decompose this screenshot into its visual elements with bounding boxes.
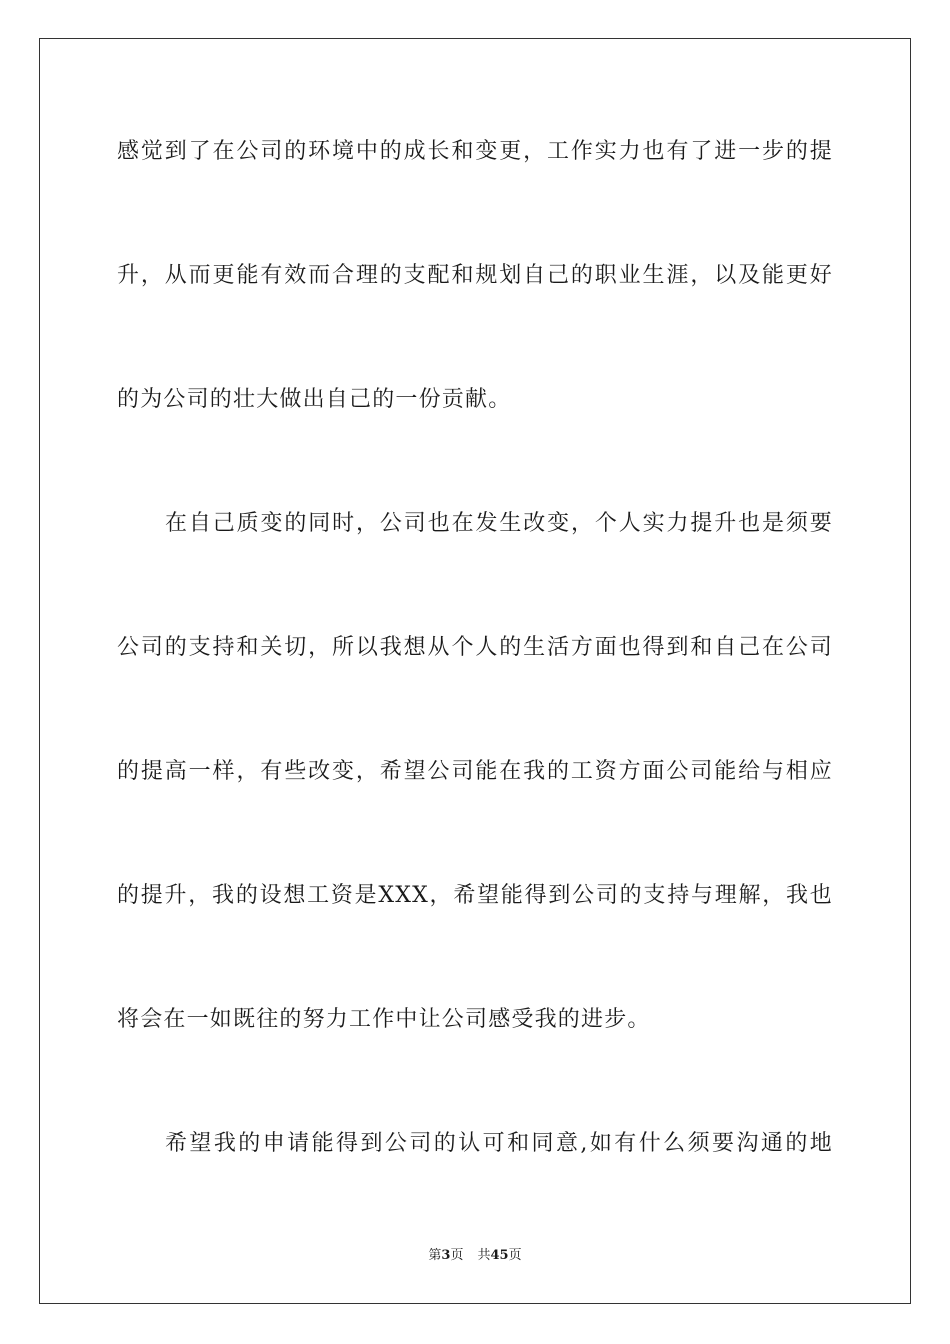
body-line-5: 公司的支持和关切，所以我想从个人的生活方面也得到和自己在公司 <box>117 635 833 660</box>
total-label-prefix: 共 <box>477 1248 491 1263</box>
page-footer <box>0 1247 950 1265</box>
body-line-1: 感觉到了在公司的环境中的成长和变更，工作实力也有了进一步的提 <box>117 139 833 164</box>
body-line-4: 在自己质变的同时，公司也在发生改变，个人实力提升也是须要 <box>165 511 833 536</box>
body-line-7: 的提升，我的设想工资是XXX，希望能得到公司的支持与理解，我也 <box>117 883 833 908</box>
total-pages: 45 <box>490 1248 509 1263</box>
page-label-suffix: 页 <box>450 1248 464 1263</box>
body-line-9: 希望我的申请能得到公司的认可和同意,如有什么须要沟通的地 <box>165 1131 833 1156</box>
body-line-3: 的为公司的壮大做出自己的一份贡献。 <box>117 387 512 412</box>
body-line-8: 将会在一如既往的努力工作中让公司感受我的进步。 <box>117 1007 651 1032</box>
page-label-prefix: 第 <box>428 1248 442 1263</box>
total-label-suffix: 页 <box>508 1248 522 1263</box>
page-border <box>39 38 911 1304</box>
body-line-2: 升，从而更能有效而合理的支配和规划自己的职业生涯，以及能更好 <box>117 263 833 288</box>
page-number: 3 <box>441 1248 451 1263</box>
body-line-6: 的提高一样，有些改变，希望公司能在我的工资方面公司能给与相应 <box>117 759 833 784</box>
